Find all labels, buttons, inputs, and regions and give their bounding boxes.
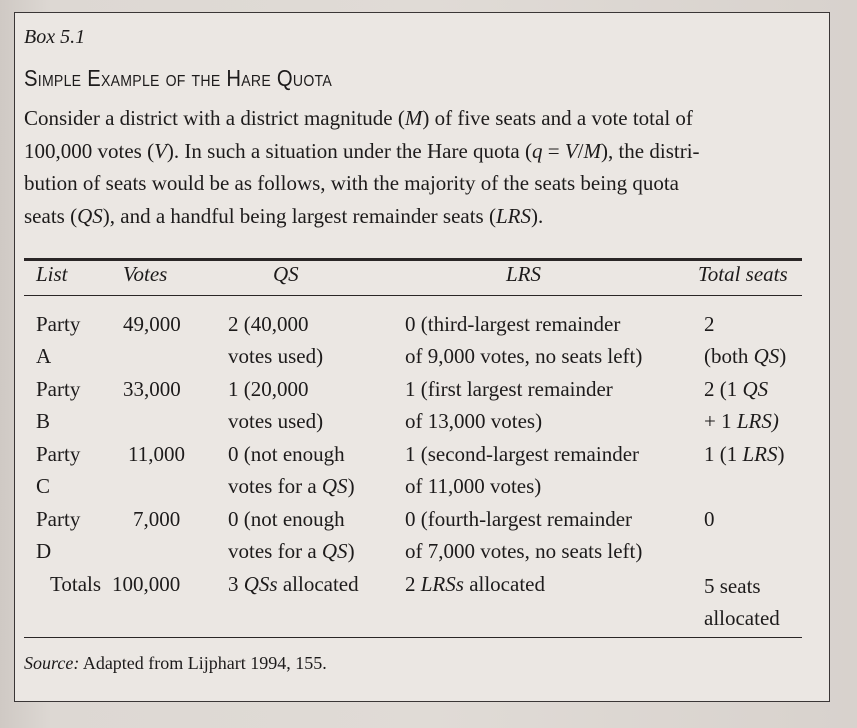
row-d-list-1: Party: [36, 507, 81, 531]
row-b-qs-1: 1 (20,000: [228, 377, 309, 401]
source-note: Source: Adapted from Lijphart 1994, 155.: [24, 653, 327, 673]
totals-label: Totals: [50, 572, 102, 596]
row-c-total-1: 1 (1 LRS): [704, 442, 785, 466]
row-a-total-1: 2: [704, 312, 715, 336]
row-a-lrs-1: 0 (third-largest remainder: [405, 312, 621, 336]
row-a-total-2: (both QS): [704, 344, 787, 368]
intro-line-4: seats (QS), and a handful being largest remainder seats (LRS).: [24, 203, 544, 228]
box-label: Box 5.1: [24, 26, 86, 48]
row-d-lrs-2: of 7,000 votes, no seats left): [405, 539, 643, 563]
totals-qs: 3 QSs allocated: [228, 572, 359, 596]
row-c-qs-1: 0 (not enough: [228, 442, 345, 466]
row-b-votes: 33,000: [123, 377, 181, 401]
row-c-list-1: Party: [36, 442, 81, 466]
row-d-total-1: 0: [704, 507, 715, 531]
intro-line-3: bution of seats would be as follows, with the majority of the seats being quota: [24, 171, 679, 195]
row-c-qs-2: votes for a QS): [228, 474, 355, 498]
row-b-list-2: B: [36, 409, 51, 433]
totals-votes: 100,000: [112, 572, 181, 596]
row-a-list-2: A: [36, 344, 52, 368]
table-header-rule: [24, 295, 802, 296]
row-b-list-1: Party: [36, 377, 81, 401]
header-list: List: [36, 262, 68, 286]
row-b-total-2: + 1 LRS): [704, 409, 779, 433]
intro-line-2: 100,000 votes (V). In such a situation under the Hare quota (q = V/M), the distri-: [24, 138, 700, 163]
box-title: Simple Example of the Hare Quota: [24, 65, 333, 91]
row-c-votes: 11,000: [128, 442, 185, 466]
row-c-list-2: C: [36, 474, 51, 498]
row-b-total-1: 2 (1 QS: [704, 377, 769, 401]
row-d-qs-1: 0 (not enough: [228, 507, 345, 531]
header-lrs: LRS: [506, 262, 542, 286]
row-a-votes: 49,000: [123, 312, 181, 336]
row-a-list-1: Party: [36, 312, 81, 336]
row-d-qs-2: votes for a QS): [228, 539, 355, 563]
table-top-rule: [24, 258, 802, 261]
header-qs: QS: [273, 262, 299, 286]
row-b-qs-2: votes used): [228, 409, 324, 433]
row-c-lrs-1: 1 (second-largest remainder: [405, 442, 640, 466]
row-a-qs-2: votes used): [228, 344, 324, 368]
intro-paragraph: [24, 102, 800, 232]
totals-lrs: 2 LRSs allocated: [405, 572, 545, 596]
row-a-qs-1: 2 (40,000: [228, 312, 309, 336]
row-d-list-2: D: [36, 539, 52, 563]
table-bottom-rule: [24, 637, 802, 638]
row-a-lrs-2: of 9,000 votes, no seats left): [405, 344, 643, 368]
row-d-votes: 7,000: [133, 507, 181, 531]
row-b-lrs-2: of 13,000 votes): [405, 409, 543, 433]
row-c-lrs-2: of 11,000 votes): [405, 474, 542, 498]
intro-line-1: Consider a district with a district magnitude (M) of five seats and a vote total of: [24, 106, 693, 130]
totals-seats-1: 5 seats: [704, 574, 761, 598]
header-votes: Votes: [123, 262, 168, 286]
row-d-lrs-1: 0 (fourth-largest remainder: [405, 507, 633, 531]
header-total-seats: Total seats: [698, 262, 788, 286]
row-b-lrs-1: 1 (first largest remainder: [405, 377, 613, 401]
totals-seats-2: allocated: [704, 606, 780, 630]
